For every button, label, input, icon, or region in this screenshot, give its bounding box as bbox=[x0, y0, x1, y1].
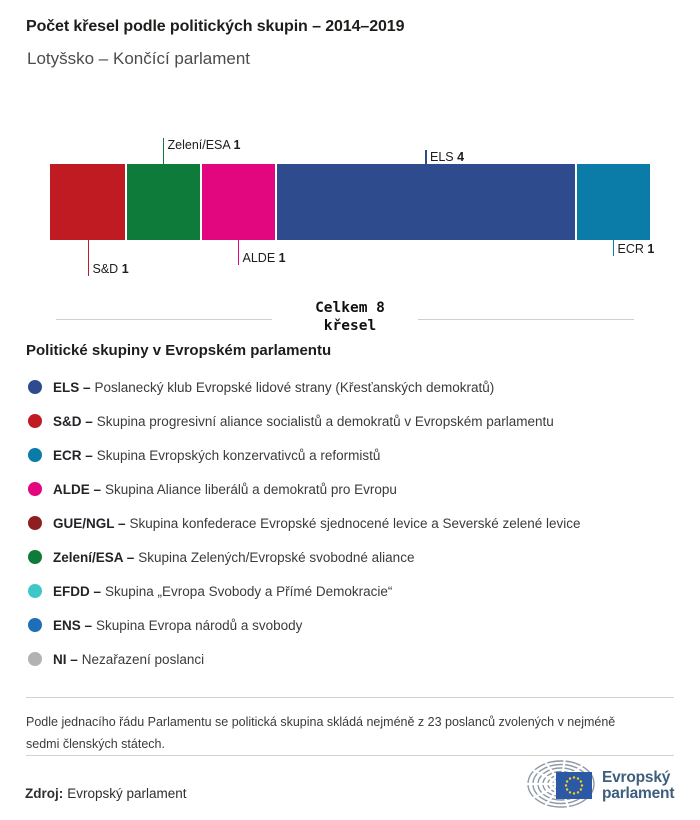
legend-label: ECR – bbox=[53, 447, 93, 463]
bar-tick-ecr bbox=[613, 240, 615, 256]
ni-color-dot-icon bbox=[28, 652, 42, 666]
political-groups-legend bbox=[28, 377, 674, 683]
total-seats-line1: Celkem 8 bbox=[315, 300, 385, 316]
zeleni-esa-color-dot-icon bbox=[28, 550, 42, 564]
source-line bbox=[25, 786, 187, 801]
legend-desc: Nezařazení poslanci bbox=[81, 651, 205, 667]
bar-segment-s-d bbox=[50, 164, 125, 240]
sd-color-dot-icon bbox=[28, 414, 42, 428]
bar-segment-zelen-esa bbox=[125, 164, 200, 240]
source-text: Evropský parlament bbox=[67, 786, 187, 801]
alde-color-dot-icon bbox=[28, 482, 42, 496]
bar-label-els: ELS 4 bbox=[430, 150, 465, 164]
ens-color-dot-icon bbox=[28, 618, 42, 632]
legend-row-ni bbox=[28, 649, 674, 669]
logo-line2: parlament bbox=[602, 784, 675, 802]
legend-title: Politické skupiny v Evropském parlamentu bbox=[26, 342, 332, 359]
bar-segment-ecr bbox=[575, 164, 650, 240]
guengl-color-dot-icon bbox=[28, 516, 42, 530]
legend-row-ens bbox=[28, 615, 674, 635]
legend-label: NI – bbox=[53, 651, 78, 667]
page-subtitle: Lotyšsko – Končící parlament bbox=[27, 49, 251, 68]
bar-tick-s-d bbox=[88, 240, 90, 276]
seat-distribution-chart bbox=[0, 135, 700, 285]
footnote-text: Podle jednacího řádu Parlamentu se politická skupina skládá nejméně z 23 poslanců zvolených v nejméně sedmi členských státech. bbox=[26, 715, 616, 751]
bar-segment-alde bbox=[200, 164, 275, 240]
legend-row-ecr bbox=[28, 445, 674, 465]
total-seats-line2: křesel bbox=[323, 318, 377, 334]
legend-label: S&D – bbox=[53, 413, 93, 429]
legend-desc: Skupina progresivní aliance socialistů a demokratů v Evropském parlamentu bbox=[96, 413, 554, 429]
bar-segment-els bbox=[275, 164, 575, 240]
legend-desc: Skupina Evropských konzervativců a reformistů bbox=[96, 447, 381, 463]
legend-label: Zelení/ESA – bbox=[53, 549, 135, 565]
legend-row-zeleni-esa bbox=[28, 547, 674, 567]
total-seats-label bbox=[0, 299, 700, 335]
legend-desc: Poslanecký klub Evropské lidové strany (Křesťanských demokratů) bbox=[94, 379, 495, 395]
legend-row-efdd bbox=[28, 581, 674, 601]
european-parliament-logo-wordmark bbox=[602, 770, 674, 801]
bar-label-alde: ALDE 1 bbox=[242, 251, 286, 265]
bar-label-ecr: ECR 1 bbox=[617, 242, 655, 256]
bar-tick-zelen-esa bbox=[163, 138, 165, 164]
legend-label: GUE/NGL – bbox=[53, 515, 126, 531]
legend-row-guengl bbox=[28, 513, 674, 533]
bar-label-zelen-esa: Zelení/ESA 1 bbox=[167, 138, 241, 152]
bar-label-s-d: S&D 1 bbox=[92, 262, 129, 276]
legend-desc: Skupina Evropa národů a svobody bbox=[96, 617, 303, 633]
legend-desc: Skupina Aliance liberálů a demokratů pro Evropu bbox=[105, 481, 397, 497]
legend-label: EFDD – bbox=[53, 583, 102, 599]
footnote-top-divider bbox=[26, 697, 674, 698]
logo-line1: Evropský bbox=[602, 769, 671, 786]
source-label: Zdroj: bbox=[25, 786, 64, 801]
efdd-color-dot-icon bbox=[28, 584, 42, 598]
legend-desc: Skupina „Evropa Svobody a Přímé Demokracie“ bbox=[105, 583, 393, 599]
legend-row-els bbox=[28, 377, 674, 397]
els-color-dot-icon bbox=[28, 380, 42, 394]
bar-tick-alde bbox=[238, 240, 240, 265]
legend-row-alde bbox=[28, 479, 674, 499]
bar-tick-els bbox=[425, 150, 427, 164]
european-parliament-hemicycle-logo-icon bbox=[525, 755, 605, 810]
legend-label: ENS – bbox=[53, 617, 93, 633]
legend-desc: Skupina konfederace Evropské sjednocené levice a Severské zelené levice bbox=[129, 515, 581, 531]
legend-label: ELS – bbox=[53, 379, 91, 395]
legend-desc: Skupina Zelených/Evropské svobodné aliance bbox=[138, 549, 415, 565]
ecr-color-dot-icon bbox=[28, 448, 42, 462]
page-title: Počet křesel podle politických skupin – 2014–2019 bbox=[26, 18, 405, 35]
legend-label: ALDE – bbox=[53, 481, 102, 497]
legend-row-sd bbox=[28, 411, 674, 431]
